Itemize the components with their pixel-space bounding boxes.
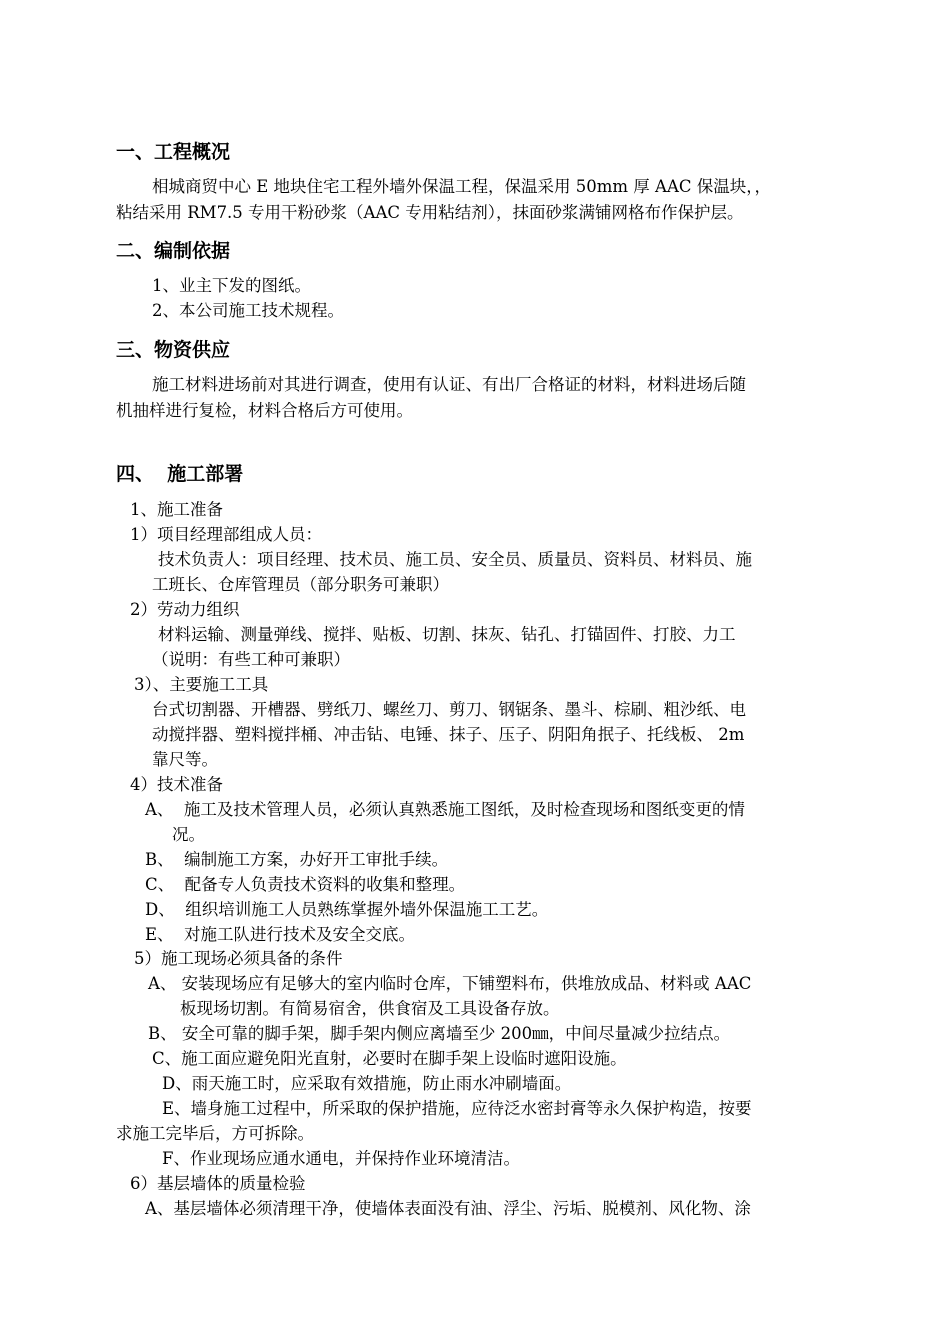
list-item: 2、本公司施工技术规程。 [152, 301, 344, 320]
list-item: A、 安装现场应有足够大的室内临时仓库，下铺塑料布，供堆放成品、材料或 AAC [148, 974, 752, 993]
list-item: B、 安全可靠的脚手架，脚手架内侧应离墙至少 200㎜，中间尽量减少拉结点。 [148, 1024, 731, 1043]
item-title: 4）技术准备 [130, 775, 223, 794]
list-item: A、基层墙体必须清理干净，使墙体表面没有油、浮尘、污垢、脱模剂、风化物、涂 [145, 1199, 751, 1218]
section-heading-basis: 二、编制依据 [116, 240, 231, 262]
list-item: 1、业主下发的图纸。 [152, 276, 311, 295]
list-item: 板现场切割。有简易宿舍，供食宿及工具设备存放。 [180, 999, 560, 1018]
paragraph-line: 材料运输、测量弹线、搅拌、贴板、切割、抹灰、钻孔、打锚固件、打胶、力工 [158, 625, 736, 644]
section-heading-deployment: 四、 施工部署 [116, 463, 244, 485]
list-item: C、施工面应避免阳光直射，必要时在脚手架上设临时遮阳设施。 [152, 1049, 627, 1068]
list-item: E、墙身施工过程中，所采取的保护措施，应待泛水密封膏等永久保护构造，按要 [162, 1099, 752, 1118]
subsection-title: 1、施工准备 [130, 500, 223, 519]
paragraph-line: 技术负责人：项目经理、技术员、施工员、安全员、质量员、资料员、材料员、施 [158, 550, 752, 569]
paragraph-line: 粘结采用 RM7.5 专用干粉砂浆（AAC 专用粘结剂），抹面砂浆满铺网格布作保护层。 [116, 203, 744, 222]
section-heading-supply: 三、物资供应 [116, 339, 231, 361]
list-item: C、 配备专人负责技术资料的收集和整理。 [145, 875, 466, 894]
item-title: 5）施工现场必须具备的条件 [134, 949, 343, 968]
list-item: 求施工完毕后，方可拆除。 [116, 1124, 314, 1143]
item-title: 2）劳动力组织 [130, 600, 240, 619]
paragraph-line: 相城商贸中心 E 地块住宅工程外墙外保温工程，保温采用 50mm 厚 AAC 保温块，， [152, 177, 772, 196]
paragraph-line: 动搅拌器、塑料搅拌桶、冲击钻、电锤、抹子、压子、阴阳角抿子、托线板、 2m [152, 725, 745, 744]
list-item: D、 组织培训施工人员熟练掌握外墙外保温施工工艺。 [145, 900, 549, 919]
paragraph-line: 靠尺等。 [152, 750, 218, 769]
list-item: E、 对施工队进行技术及安全交底。 [145, 925, 416, 944]
item-title: 3）、主要施工工具 [134, 675, 269, 694]
paragraph-line: 施工材料进场前对其进行调查，使用有认证、有出厂合格证的材料，材料进场后随 [152, 375, 746, 394]
paragraph-line: 机抽样进行复检，材料合格后方可使用。 [116, 401, 413, 420]
list-item: D、雨天施工时，应采取有效措施，防止雨水冲刷墙面。 [162, 1074, 572, 1093]
list-item: F、作业现场应通水通电，并保持作业环境清洁。 [162, 1149, 520, 1168]
paragraph-line: 工班长、仓库管理员（部分职务可兼职） [152, 575, 449, 594]
paragraph-line: 台式切割器、开槽器、劈纸刀、螺丝刀、剪刀、钢锯条、墨斗、棕刷、粗沙纸、电 [152, 700, 746, 719]
list-item: A、 施工及技术管理人员，必须认真熟悉施工图纸，及时检查现场和图纸变更的情 [145, 800, 745, 819]
list-item: B、 编制施工方案，办好开工审批手续。 [145, 850, 449, 869]
paragraph-line: （说明：有些工种可兼职） [152, 650, 350, 669]
item-title: 6）基层墙体的质量检验 [130, 1174, 306, 1193]
item-title: 1）项目经理部组成人员： [130, 525, 322, 544]
section-heading-overview: 一、工程概况 [116, 141, 231, 163]
list-item: 况。 [172, 825, 205, 844]
